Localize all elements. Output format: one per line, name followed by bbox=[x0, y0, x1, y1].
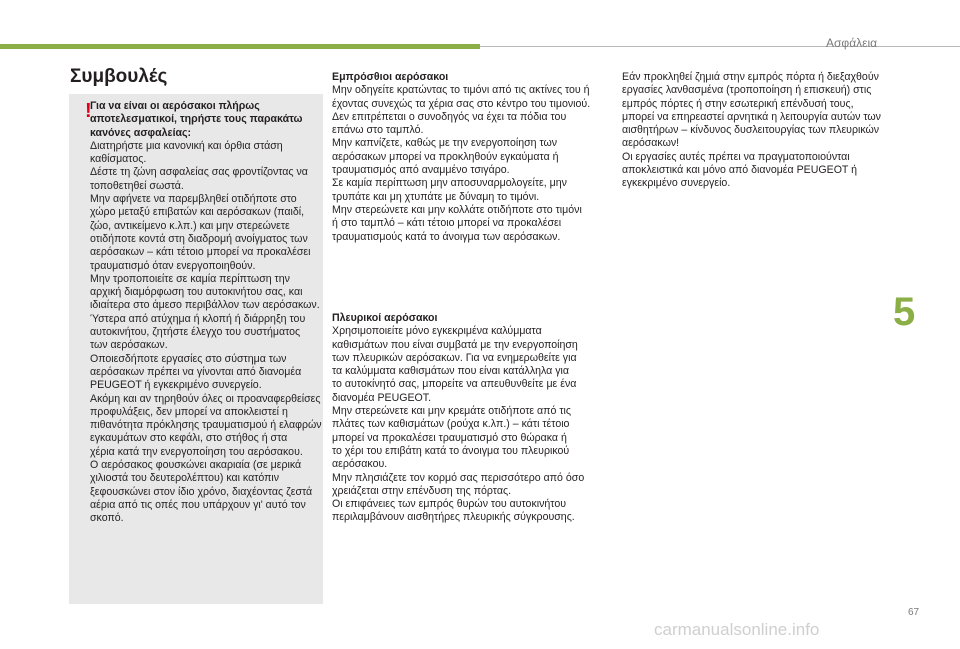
side-airbags-section bbox=[332, 312, 614, 525]
advice-line: ξεφουσκώνει στον ίδιο χρόνο, διαχέοντας ζεστά bbox=[90, 485, 313, 498]
advice-line: Οποιεσδήποτε εργασίες στο σύστημα των bbox=[90, 352, 287, 365]
advice-line: Ο αερόσακος φουσκώνει ακαριαία (σε μερικά bbox=[90, 459, 302, 472]
advice-line: εγκαυμάτων στο κεφάλι, στο στήθος ή στα bbox=[90, 432, 288, 445]
advice-line: Ύστερα από ατύχημα ή κλοπή ή διάρρηξη του bbox=[90, 312, 306, 325]
advice-line: τραυματισμό όταν ενεργοποιηθούν. bbox=[90, 259, 256, 272]
side-line: καθισμάτων που είναι συμβατά με την ενεργοποίηση bbox=[332, 338, 578, 351]
door-line: εγκεκριμένο συνεργείο. bbox=[622, 177, 731, 190]
advice-line: αέρια από τις οπές που υπάρχουν γι' αυτό τον bbox=[90, 498, 306, 511]
advice-line: χώρο μεταξύ επιβατών και αερόσακων (παιδί, bbox=[90, 206, 305, 219]
door-line: μπορεί να επηρεαστεί αρνητικά η λειτουργία αυτών των bbox=[622, 110, 881, 123]
advice-line: προφυλάξεις, δεν μπορεί να αποκλειστεί η bbox=[90, 405, 288, 418]
section-title: Ασφάλεια bbox=[826, 36, 878, 50]
advice-line: Μην τροποποιείτε σε καμία περίπτωση την bbox=[90, 272, 290, 285]
front-line: ή στο ταμπλό – κάτι τέτοιο μπορεί να προκαλέσει bbox=[332, 217, 562, 230]
door-line: Εάν προκληθεί ζημιά στην εμπρός πόρτα ή διεξαχθούν bbox=[622, 71, 879, 83]
side-line: μπορεί να προκαλέσει τραυματισμό στο θώρακα ή bbox=[332, 431, 567, 444]
front-airbags-heading: Εμπρόσθιοι αερόσακοι bbox=[332, 71, 449, 83]
advice-line: Ακόμη και αν τηρηθούν όλες οι προαναφερθείσες bbox=[90, 392, 321, 405]
advice-heading-line: αποτελεσματικοί, τηρήστε τους παρακάτω bbox=[90, 113, 303, 126]
advice-line: Διατηρήστε μια κανονική και όρθια στάση bbox=[90, 139, 283, 152]
advice-line: καθίσματος. bbox=[90, 153, 147, 166]
watermark-text: carmanualsonline.info bbox=[654, 620, 820, 639]
side-line: το αυτοκίνητό σας, μπορείτε να απευθυνθείτε με ένα bbox=[332, 378, 577, 391]
advice-line: αερόσακων πρέπει να γίνονται από διανομέα bbox=[90, 365, 302, 378]
advice-heading-line: Για να είναι οι αερόσακοι πλήρως bbox=[90, 100, 260, 112]
side-line: διανομέα PEUGEOT. bbox=[332, 391, 432, 404]
page-number: 67 bbox=[908, 607, 920, 618]
side-line: πλάτες των καθισμάτων (ρούχα κ.λπ.) – κάτι τέτοιο bbox=[332, 418, 570, 431]
side-line: το χέρι του επιβάτη κατά το άνοιγμα του πλευρικού bbox=[332, 444, 570, 457]
front-line: τραυματισμούς κατά το άνοιγμα των αερόσακων. bbox=[332, 230, 561, 243]
side-line: Μην στερεώνετε και μην κρεμάτε οτιδήποτε από τις bbox=[332, 405, 571, 418]
advice-line: Μην αφήνετε να παρεμβληθεί οτιδήποτε στο bbox=[90, 193, 297, 206]
side-airbags-heading: Πλευρικοί αερόσακοι bbox=[332, 312, 438, 324]
door-line: εμπρός πόρτες ή στην εσωτερική επένδυσή τους, bbox=[622, 97, 854, 110]
front-line: τρυπάτε και μη χτυπάτε με δύναμη το τιμόνι. bbox=[332, 190, 540, 203]
front-line: έχοντας συνεχώς τα χέρια σας στο κέντρο του τιμονιού. bbox=[332, 97, 591, 110]
advice-line: των αερόσακων. bbox=[90, 339, 168, 352]
side-line: τα καλύμματα καθισμάτων που είναι κατάλληλα για bbox=[332, 365, 570, 378]
door-line: αποκλειστικά και μόνο από διανομέα PEUGEOT ή bbox=[622, 164, 858, 177]
side-line: των πλευρικών αερόσακων. Για να ενημερωθείτε για bbox=[332, 351, 577, 364]
advice-line: ζώο, αντικείμενο κ.λπ.) και μην στερεώνετε bbox=[90, 219, 290, 232]
advice-line: οτιδήποτε κοντά στη διαδρομή ανοίγματος των bbox=[90, 232, 308, 245]
warning-icon: ! bbox=[85, 100, 92, 122]
front-airbags-section bbox=[332, 71, 614, 244]
side-line: περιλαμβάνουν αισθητήρες πλευρικής σύγκρουσης. bbox=[332, 511, 575, 524]
front-line: Μην οδηγείτε κρατώντας το τιμόνι από τις ακτίνες του ή bbox=[332, 84, 590, 97]
page-title: Συμβουλές bbox=[70, 66, 168, 87]
door-line: εργασίες λανθασμένα (τροποποίηση ή επισκευή) στις bbox=[622, 84, 872, 97]
front-line: Σε καμία περίπτωση μην αποσυναρμολογείτε, μην bbox=[332, 177, 567, 190]
front-line: τραυματισμός από αναμμένο τσιγάρο. bbox=[332, 164, 510, 177]
front-line: Δεν επιτρέπεται ο συνοδηγός να έχει τα πόδια του bbox=[332, 110, 567, 123]
door-line: αερόσακων! bbox=[622, 137, 680, 150]
advice-line: αυτοκινήτου, ζητήστε έλεγχο του συστήματος bbox=[90, 326, 301, 339]
side-line: Οι επιφάνειες των εμπρός θυρών του αυτοκινήτου bbox=[332, 498, 566, 511]
advice-line: σκοπό. bbox=[90, 512, 124, 525]
advice-line: τοποθετηθεί σωστά. bbox=[90, 179, 184, 192]
side-line: χρειάζεται στην επένδυση της πόρτας. bbox=[332, 484, 512, 497]
advice-line: αερόσακων – κάτι τέτοιο μπορεί να προκαλέσει bbox=[90, 246, 311, 259]
advice-line: χιλιοστά του δευτερολέπτου) και κατόπιν bbox=[90, 472, 280, 485]
advice-line: χέρια κατά την ενεργοποίηση του αερόσακου. bbox=[90, 445, 303, 458]
door-sensor-section bbox=[622, 71, 892, 191]
advice-line: PEUGEOT ή εγκεκριμένο συνεργείο. bbox=[90, 379, 262, 392]
advice-line: Δέστε τη ζώνη ασφαλείας σας φροντίζοντας να bbox=[90, 166, 308, 179]
chapter-number: 5 bbox=[893, 290, 916, 334]
front-line: επάνω στο ταμπλό. bbox=[332, 124, 424, 137]
front-line: αερόσακων μπορεί να προκληθούν εγκαύματα ή bbox=[332, 150, 559, 163]
door-line: Οι εργασίες αυτές πρέπει να πραγματοποιούνται bbox=[622, 150, 850, 163]
door-line: αισθητήρων – κίνδυνος δυσλειτουργίας των πλευρικών bbox=[622, 124, 880, 137]
advice-line: πιθανότητα πρόκλησης τραυματισμού ή ελαφρών bbox=[90, 419, 322, 432]
advice-line: αρχική διαμόρφωση του αυτοκινήτου σας, και bbox=[90, 286, 303, 299]
advice-heading-line: κανόνες ασφαλείας: bbox=[90, 126, 192, 139]
advice-text bbox=[90, 100, 320, 526]
side-line: αερόσακου. bbox=[332, 458, 388, 471]
header-accent-bar bbox=[0, 44, 480, 49]
advice-line: ιδιαίτερα στο άμεσο περιβάλλον των αερόσακων. bbox=[90, 299, 320, 312]
side-line: Χρησιμοποιείτε μόνο εγκεκριμένα καλύμματα bbox=[332, 325, 542, 338]
side-line: Μην πλησιάζετε τον κορμό σας περισσότερο από όσο bbox=[332, 471, 585, 484]
front-line: Μην στερεώνετε και μην κολλάτε οτιδήποτε στο τιμόνι bbox=[332, 203, 582, 216]
front-line: Μην καπνίζετε, καθώς με την ενεργοποίηση των bbox=[332, 137, 558, 150]
header-divider bbox=[480, 46, 960, 47]
